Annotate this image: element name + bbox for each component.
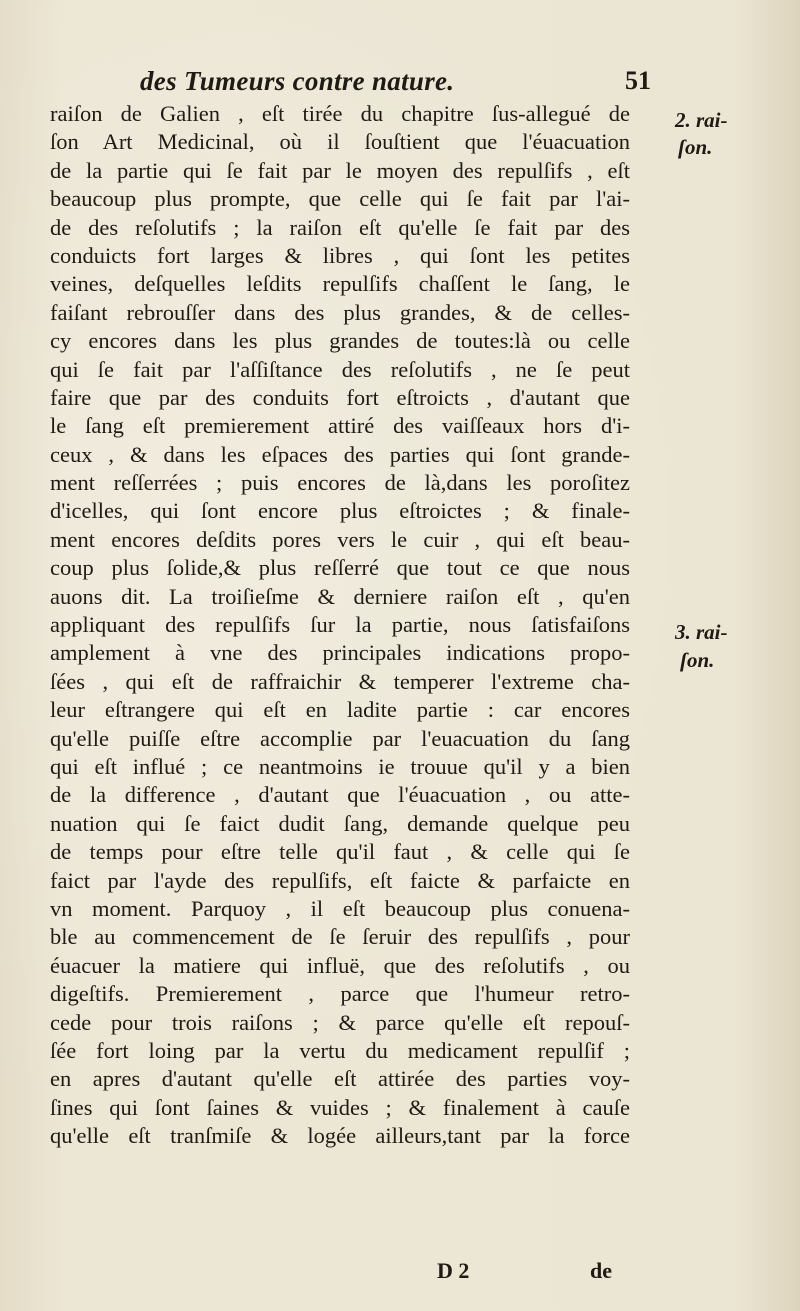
text-line: cy encores dans les plus grandes de toutes:là ou celle	[50, 328, 630, 354]
text-line: qu'elle eſt tranſmiſe & logée ailleurs,tant par la force	[50, 1123, 630, 1149]
margin-note: ſon.	[680, 648, 715, 672]
page-header	[0, 58, 800, 98]
text-line: ble au commencement de ſe ſeruir des repulſifs , pour	[50, 924, 630, 950]
text-line: d'icelles, qui ſont encore plus eſtroictes ; & finale-	[50, 498, 630, 524]
text-line: appliquant des repulſifs ſur la partie, nous ſatisfaiſons	[50, 612, 630, 638]
margin-note: 2. rai-	[675, 108, 728, 132]
text-line: qui eſt influé ; ce neantmoins ie trouue qu'il y a bien	[50, 753, 630, 779]
margin-note: 3. rai-	[675, 620, 728, 644]
text-line: beaucoup plus prompte, que celle qui ſe fait par l'ai-	[50, 186, 630, 212]
text-line: ſon Art Medicinal, où il ſouſtient que l'éuacuation	[50, 129, 630, 155]
text-line: raiſon de Galien , eſt tirée du chapitre ſus-allegué de	[50, 101, 630, 126]
page-number: 51	[625, 66, 651, 95]
text-line: faict par l'ayde des repulſifs, eſt faicte & parfaicte en	[50, 867, 630, 893]
text-line: ment reſſerrées ; puis encores de là,dans les poroſitez	[50, 470, 630, 496]
text-line: conduicts fort larges & libres , qui ſont les petites	[50, 242, 630, 268]
text-line: ment encores deſdits pores vers le cuir , qui eſt beau-	[50, 526, 630, 552]
text-line: vn moment. Parquoy , il eſt beaucoup plus conuena-	[50, 895, 630, 921]
text-line: qu'elle puiſſe eſtre accomplie par l'euacuation du ſang	[50, 725, 630, 751]
text-line: ſées , qui eſt de raffraichir & temperer l'extreme cha-	[50, 668, 630, 694]
text-line: ſines qui ſont ſaines & vuides ; & finalement à cauſe	[50, 1094, 630, 1120]
text-line: amplement à vne des principales indications propo-	[50, 640, 630, 666]
text-line: de des reſolutifs ; la raiſon eſt qu'elle ſe fait par des	[50, 214, 630, 240]
text-line: éuacuer la matiere qui influë, que des reſolutifs , ou	[50, 952, 630, 978]
text-line: qui ſe fait par l'aſſiſtance des reſolutifs , ne ſe peut	[50, 356, 630, 382]
text-line: coup plus ſolide,& plus reſſerré que tout ce que nous	[50, 555, 630, 581]
catchword: de	[590, 1258, 612, 1283]
text-line: le ſang eſt premierement attiré des vaiſſeaux hors d'i-	[50, 413, 630, 439]
text-line: faire que par des conduits fort eſtroicts , d'autant que	[50, 384, 630, 410]
text-line: leur eſtrangere qui eſt en ladite partie : car encores	[50, 697, 630, 723]
text-line: ceux , & dans les eſpaces des parties qui ſont grande-	[50, 441, 630, 467]
text-line: de la difference , d'autant que l'éuacuation , ou atte-	[50, 782, 630, 808]
text-line: faiſant rebrouſſer dans des plus grandes, & de celles-	[50, 299, 630, 325]
text-line: en apres d'autant qu'elle eſt attirée des parties voy-	[50, 1066, 630, 1092]
text-line: digeſtifs. Premierement , parce que l'humeur retro-	[50, 981, 630, 1007]
body-text	[50, 100, 630, 1150]
text-line: auons dit. La troiſieſme & derniere raiſon eſt , qu'en	[50, 583, 630, 609]
margin-note: ſon.	[678, 135, 713, 159]
text-line: cede pour trois raiſons ; & parce qu'elle eſt repouſ-	[50, 1009, 630, 1035]
signature-mark: D 2	[437, 1258, 470, 1283]
text-line: nuation qui ſe faict dudit ſang, demande quelque peu	[50, 810, 630, 836]
text-line: de temps pour eſtre telle qu'il faut , & celle qui ſe	[50, 839, 630, 865]
text-line: ſée fort loing par la vertu du medicament repulſif ;	[50, 1037, 630, 1063]
text-line: veines, deſquelles leſdits repulſifs chaſſent le ſang, le	[50, 271, 630, 297]
running-title: des Tumeurs contre nature.	[140, 66, 455, 96]
text-line: de la partie qui ſe fait par le moyen des repulſifs , eſt	[50, 157, 630, 183]
